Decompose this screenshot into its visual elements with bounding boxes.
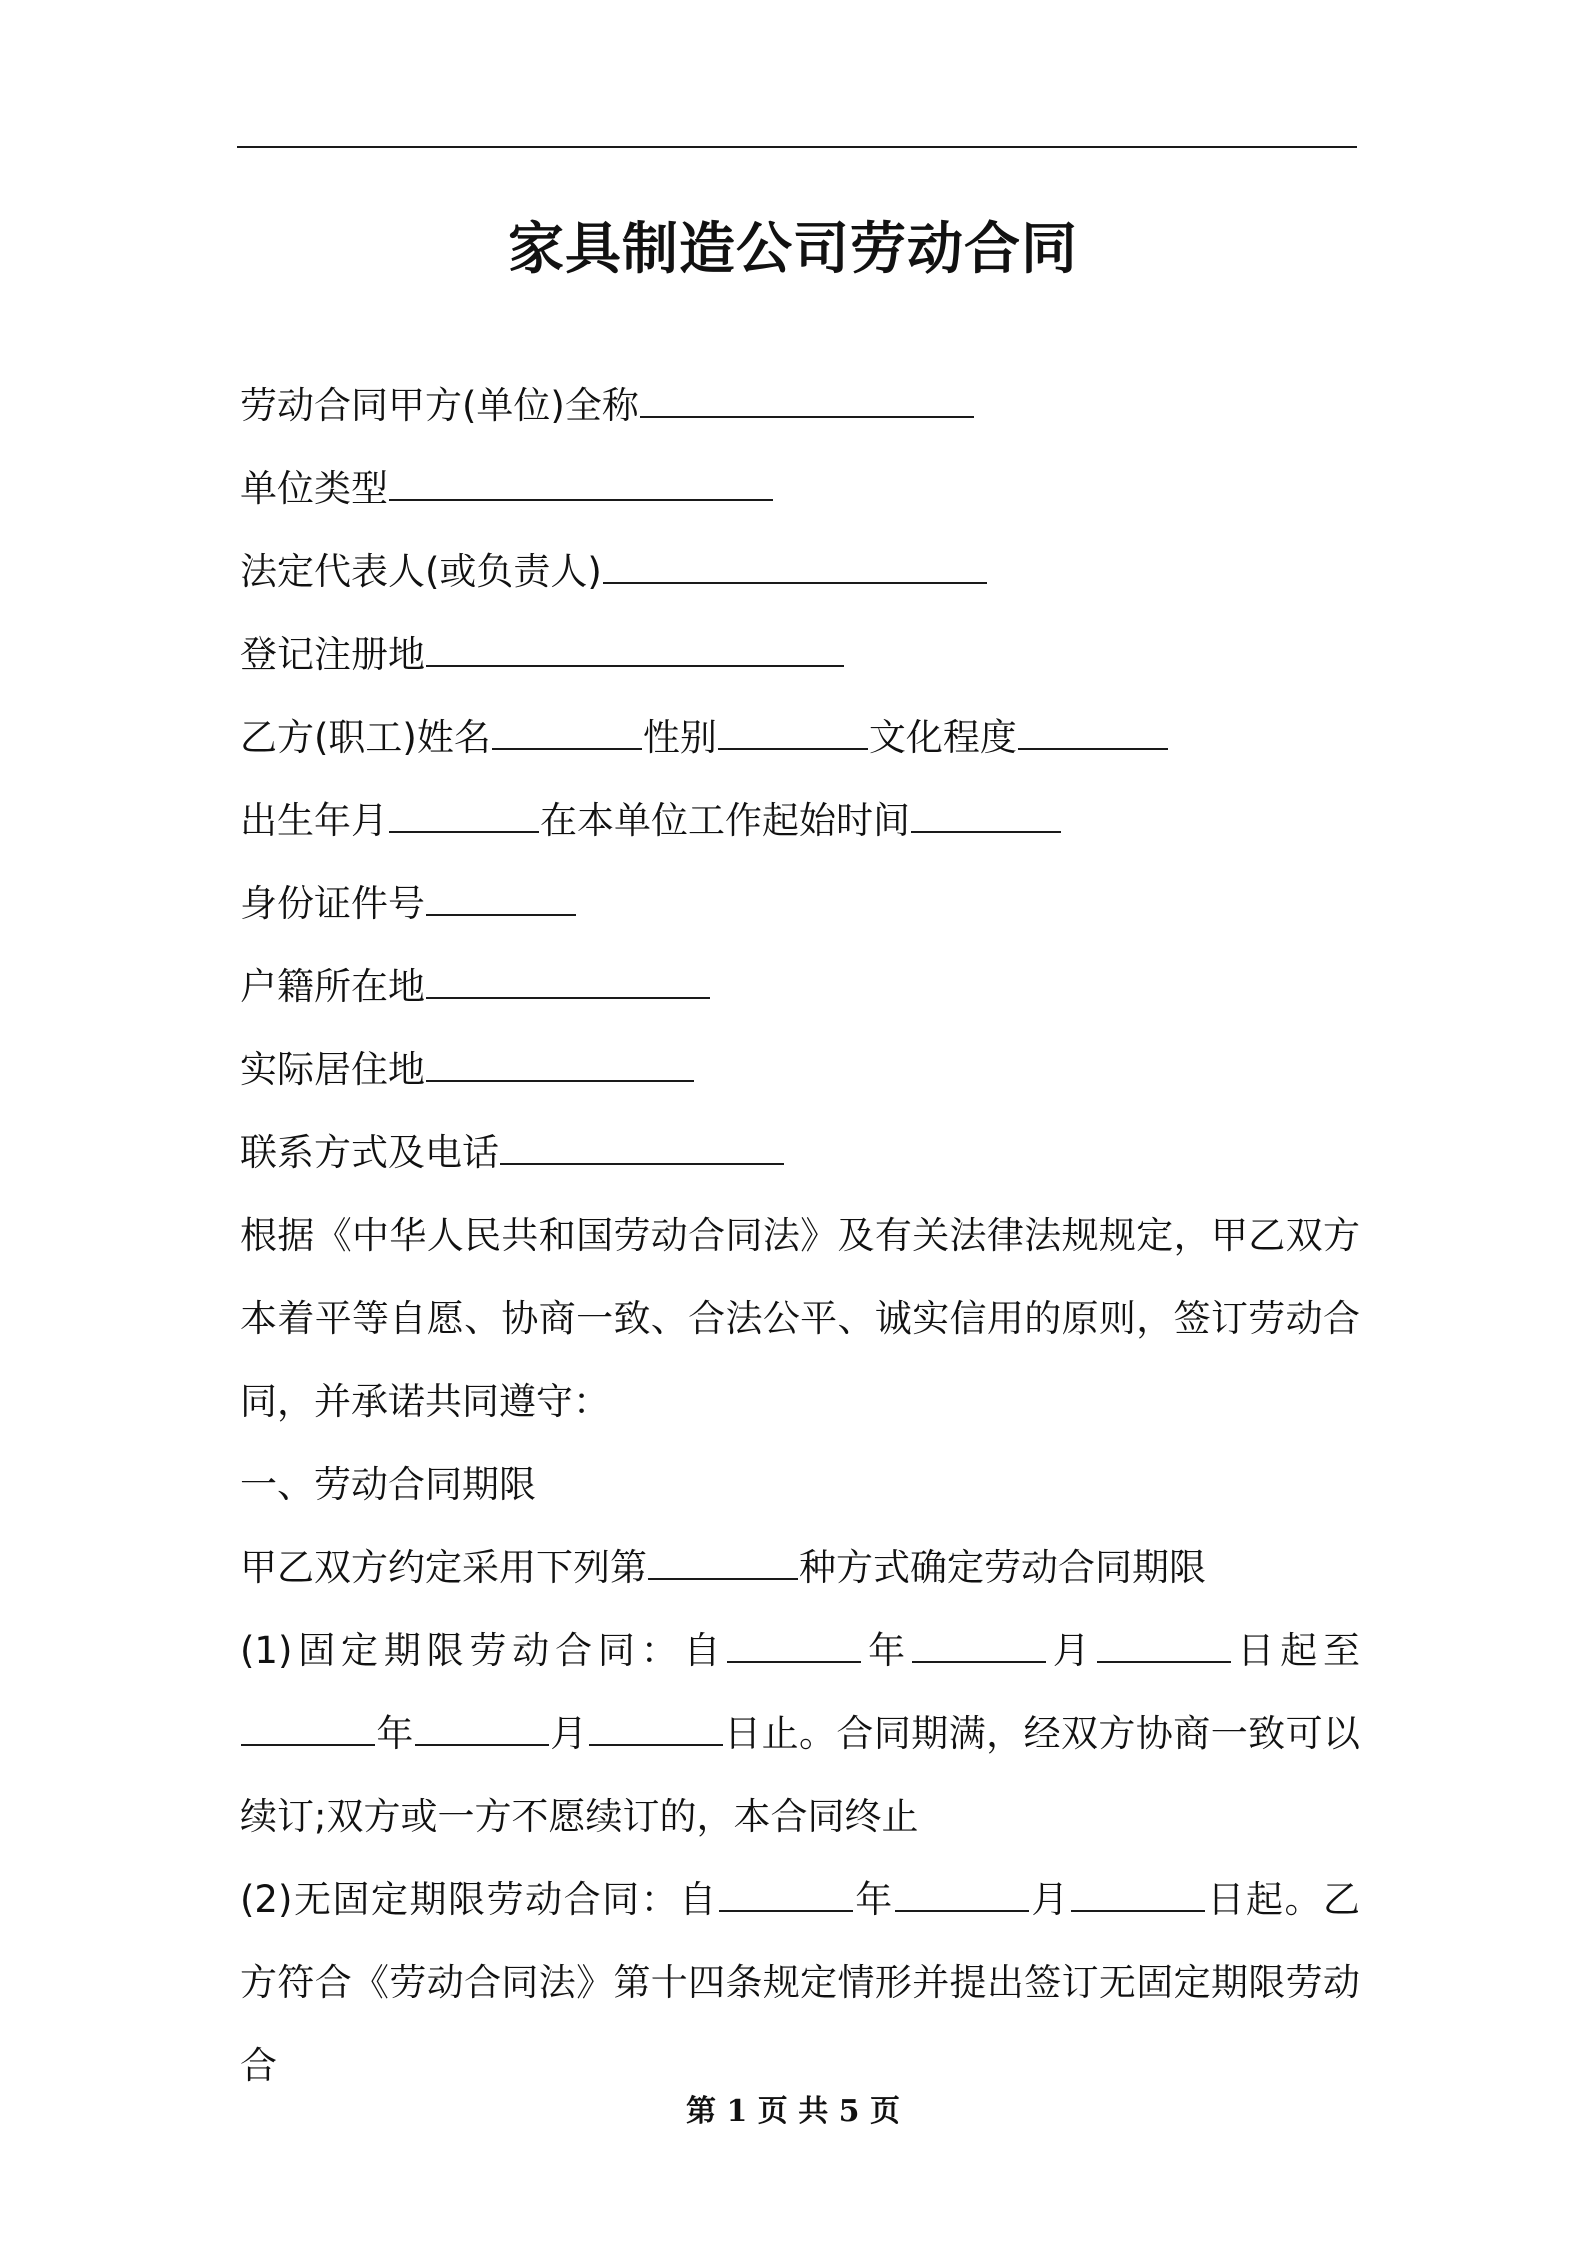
blank-fixed-end-day[interactable]: [589, 1704, 723, 1746]
blank-legal-rep[interactable]: [603, 542, 987, 584]
blank-birth[interactable]: [389, 791, 539, 833]
blank-employee-name[interactable]: [492, 708, 642, 750]
blank-open-start-month[interactable]: [895, 1870, 1029, 1912]
term-choice-line: 甲乙双方约定采用下列第 种方式确定劳动合同期限: [240, 1526, 1360, 1609]
blank-fixed-start-day[interactable]: [1097, 1621, 1231, 1663]
field-legal-rep: 法定代表人(或负责人): [240, 530, 1360, 613]
document-title: 家具制造公司劳动合同: [508, 217, 1078, 282]
fixed-term-clause: (1)固定期限劳动合同：自 年 月 日起至年 月 日止。合同期满，经双方协商一致可以续订;双方或一方不愿续订的，本合同终止: [240, 1609, 1360, 1858]
open-term-clause: (2)无固定期限劳动合同：自 年 月 日起。乙方符合《劳动合同法》第十四条规定情形并提出签订无固定期限劳动合: [240, 1858, 1360, 2107]
blank-fixed-end-month[interactable]: [415, 1704, 549, 1746]
field-birth-row: 出生年月 在本单位工作起始时间: [240, 779, 1360, 862]
blank-fixed-start-month[interactable]: [912, 1621, 1046, 1663]
blank-contact[interactable]: [500, 1123, 784, 1165]
blank-unit-type[interactable]: [389, 459, 773, 501]
field-residence: 实际居住地: [240, 1028, 1360, 1111]
blank-residence[interactable]: [426, 1040, 694, 1082]
blank-open-start-day[interactable]: [1071, 1870, 1205, 1912]
blank-fixed-end-year[interactable]: [241, 1704, 375, 1746]
header-rule: [237, 146, 1357, 148]
field-employer-name: 劳动合同甲方(单位)全称: [240, 364, 1360, 447]
field-household: 户籍所在地: [240, 945, 1360, 1028]
blank-employer-name[interactable]: [640, 376, 974, 418]
blank-gender[interactable]: [718, 708, 868, 750]
section-heading-term: 一、劳动合同期限: [240, 1463, 536, 1506]
blank-education[interactable]: [1018, 708, 1168, 750]
page-number: 第 1 页 共 5 页: [686, 2094, 900, 2129]
blank-household[interactable]: [426, 957, 710, 999]
field-contact: 联系方式及电话: [240, 1111, 1360, 1194]
blank-open-start-year[interactable]: [719, 1870, 853, 1912]
blank-reg-place[interactable]: [426, 625, 844, 667]
field-employee-row: 乙方(职工)姓名 性别 文化程度: [240, 696, 1360, 779]
field-reg-place: 登记注册地: [240, 613, 1360, 696]
blank-term-choice[interactable]: [648, 1538, 798, 1580]
contract-body: [240, 364, 1360, 2107]
blank-id-number[interactable]: [426, 874, 576, 916]
field-id-number: 身份证件号: [240, 862, 1360, 945]
blank-fixed-start-year[interactable]: [727, 1621, 861, 1663]
blank-start-time[interactable]: [911, 791, 1061, 833]
intro-paragraph: 根据《中华人民共和国劳动合同法》及有关法律法规规定，甲乙双方本着平等自愿、协商一致、合法公平、诚实信用的原则，签订劳动合同，并承诺共同遵守：: [240, 1214, 1360, 1423]
field-unit-type: 单位类型: [240, 447, 1360, 530]
